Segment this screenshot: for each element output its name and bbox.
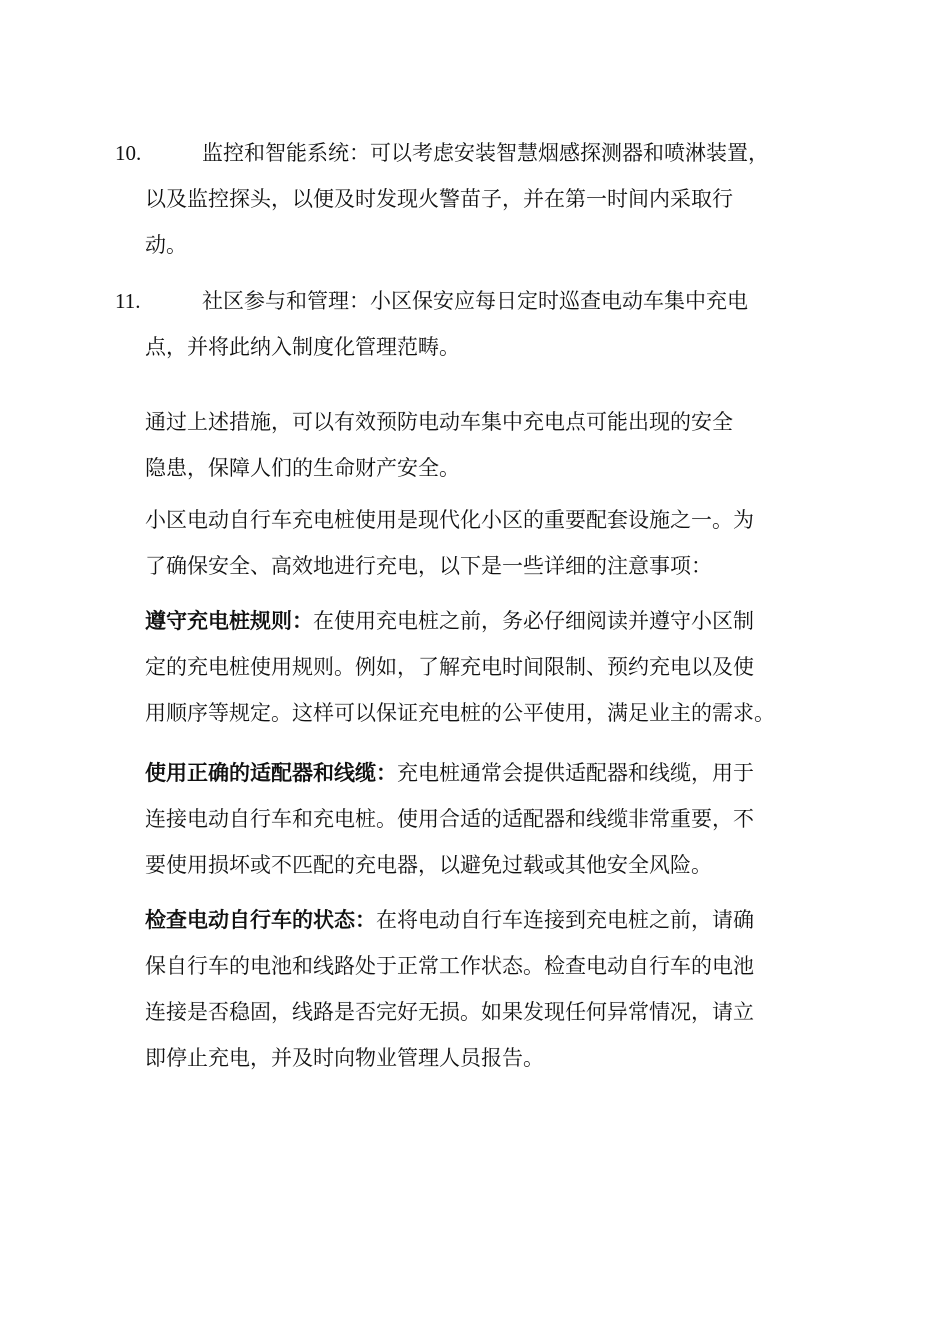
list-item-10 [115, 130, 815, 268]
summary-paragraph [145, 399, 825, 491]
list-number: 11. [115, 289, 141, 313]
text-line: 连接是否稳固，线路是否完好无损。如果发现任何异常情况，请立 [145, 1000, 754, 1024]
text-line: 小区电动自行车充电桩使用是现代化小区的重要配套设施之一。为 [145, 508, 754, 532]
text-line: 保自行车的电池和线路处于正常工作状态。检查电动自行车的电池 [145, 954, 754, 978]
text-line: 隐患，保障人们的生命财产安全。 [145, 456, 460, 480]
text-line: 要使用损坏或不匹配的充电器，以避免过载或其他安全风险。 [145, 853, 712, 877]
text-line: 动。 [145, 233, 187, 257]
text-line: 点，并将此纳入制度化管理范畴。 [145, 335, 460, 359]
text-line: 定的充电桩使用规则。例如，了解充电时间限制、预约充电以及使 [145, 655, 754, 679]
text-line: 社区参与和管理：小区保安应每日定时巡查电动车集中充电 [202, 289, 748, 313]
text-line: 即停止充电，并及时向物业管理人员报告。 [145, 1046, 544, 1070]
rules-line1-text: 在使用充电桩之前，务必仔细阅读并遵守小区制 [313, 609, 754, 633]
check-heading: 检查电动自行车的状态： [145, 908, 376, 932]
text-line: 通过上述措施，可以有效预防电动车集中充电点可能出现的安全 [145, 410, 733, 434]
text-line [145, 750, 825, 796]
text-line: 以及监控探头，以便及时发现火警苗子，并在第一时间内采取行 [145, 187, 733, 211]
intro-paragraph [145, 497, 825, 589]
rules-paragraph [145, 598, 825, 736]
adapter-heading: 使用正确的适配器和线缆： [145, 761, 397, 785]
list-item-11 [115, 278, 815, 370]
text-line: 了确保安全、高效地进行充电，以下是一些详细的注意事项： [145, 554, 712, 578]
text-line: 连接电动自行车和充电桩。使用合适的适配器和线缆非常重要，不 [145, 807, 754, 831]
check-paragraph [145, 897, 825, 1081]
adapter-line1-text: 充电桩通常会提供适配器和线缆，用于 [397, 761, 754, 785]
list-item-text [115, 130, 815, 268]
rules-heading: 遵守充电桩规则： [145, 609, 313, 633]
adapter-paragraph [145, 750, 825, 888]
list-number: 10. [115, 141, 142, 165]
text-line: 监控和智能系统：可以考虑安装智慧烟感探测器和喷淋装置， [202, 141, 769, 165]
check-line1-text: 在将电动自行车连接到充电桩之前，请确 [376, 908, 754, 932]
text-line [145, 897, 825, 943]
text-line [145, 598, 825, 644]
list-item-text [115, 278, 815, 370]
text-line: 用顺序等规定。这样可以保证充电桩的公平使用，满足业主的需求。 [145, 701, 775, 725]
